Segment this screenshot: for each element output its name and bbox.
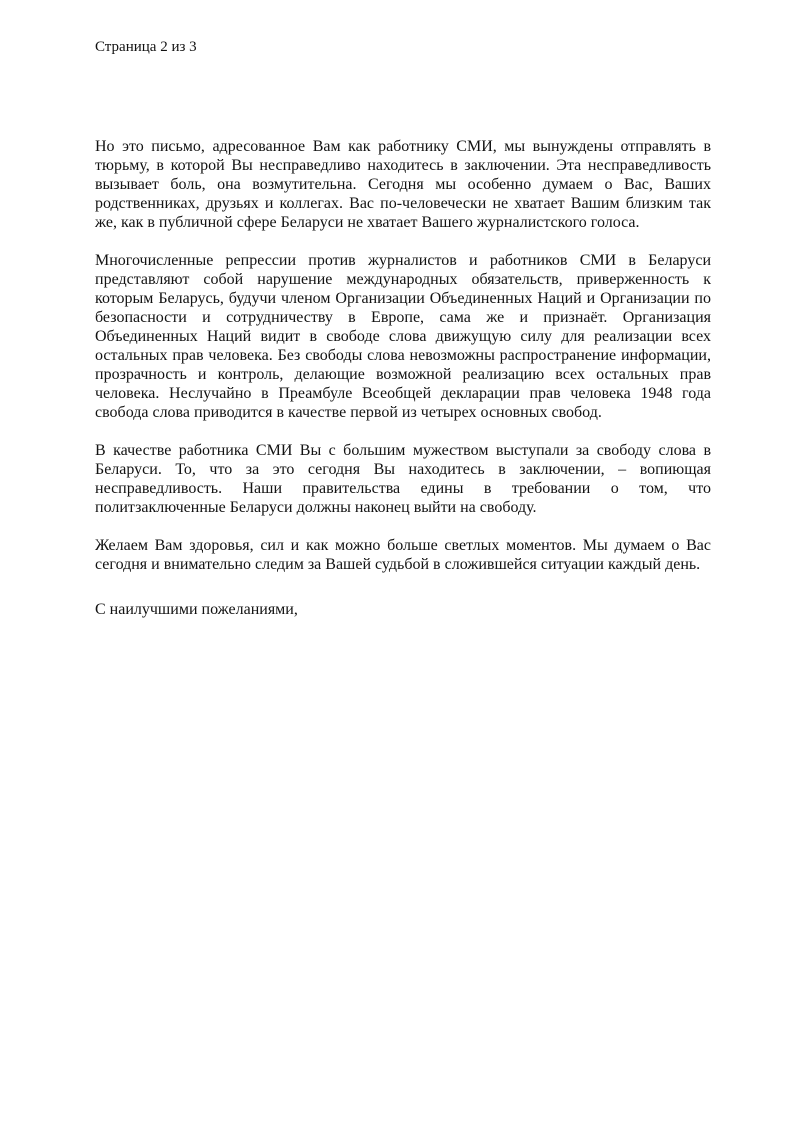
letter-body: [95, 137, 711, 619]
closing-line: С наилучшими пожеланиями,: [95, 601, 298, 618]
letter-paragraph-3: В качестве работника СМИ Вы с большим мужеством выступали за свободу слова в Беларуси. То, что за это сегодня Вы находитесь в заключении, – вопиющая несправедливость. Наши правительства едины в требовании о том, что политзаключенные Беларуси должны наконец выйти на свободу.: [95, 442, 711, 516]
page-number-header: Страница 2 из 3: [95, 39, 197, 55]
letter-paragraph-2: Многочисленные репрессии против журналистов и работников СМИ в Беларуси представляют собой нарушение международных обязательств, приверженность к которым Беларусь, будучи членом Организации Объединенных Наций и Организации по безопасности и сотрудничеству в Европе, сама же и признаёт. Организация Объединенных Наций видит в свободе слова движущую силу для реализации всех остальных прав человека. Без свободы слова невозможны распространение информации, прозрачность и контроль, делающие возможной реализацию всех остальных прав человека. Неслучайно в Преамбуле Всеобщей декларации прав человека 1948 года свобода слова приводится в качестве первой из четырех основных свобод.: [95, 252, 711, 421]
letter-paragraph-1: Но это письмо, адресованное Вам как работнику СМИ, мы вынуждены отправлять в тюрьму, в которой Вы несправедливо находитесь в заключении. Эта несправедливость вызывает боль, она возмутительна. Сегодня мы особенно думаем о Вас, Ваших родственниках, друзьях и коллегах. Вас по-человечески не хватает Вашим близким так же, как в публичной сфере Беларуси не хватает Вашего журналистского голоса.: [95, 138, 711, 231]
letter-paragraph-4: Желаем Вам здоровья, сил и как можно больше светлых моментов. Мы думаем о Вас сегодня и внимательно следим за Вашей судьбой в сложившейся ситуации каждый день.: [95, 537, 711, 573]
